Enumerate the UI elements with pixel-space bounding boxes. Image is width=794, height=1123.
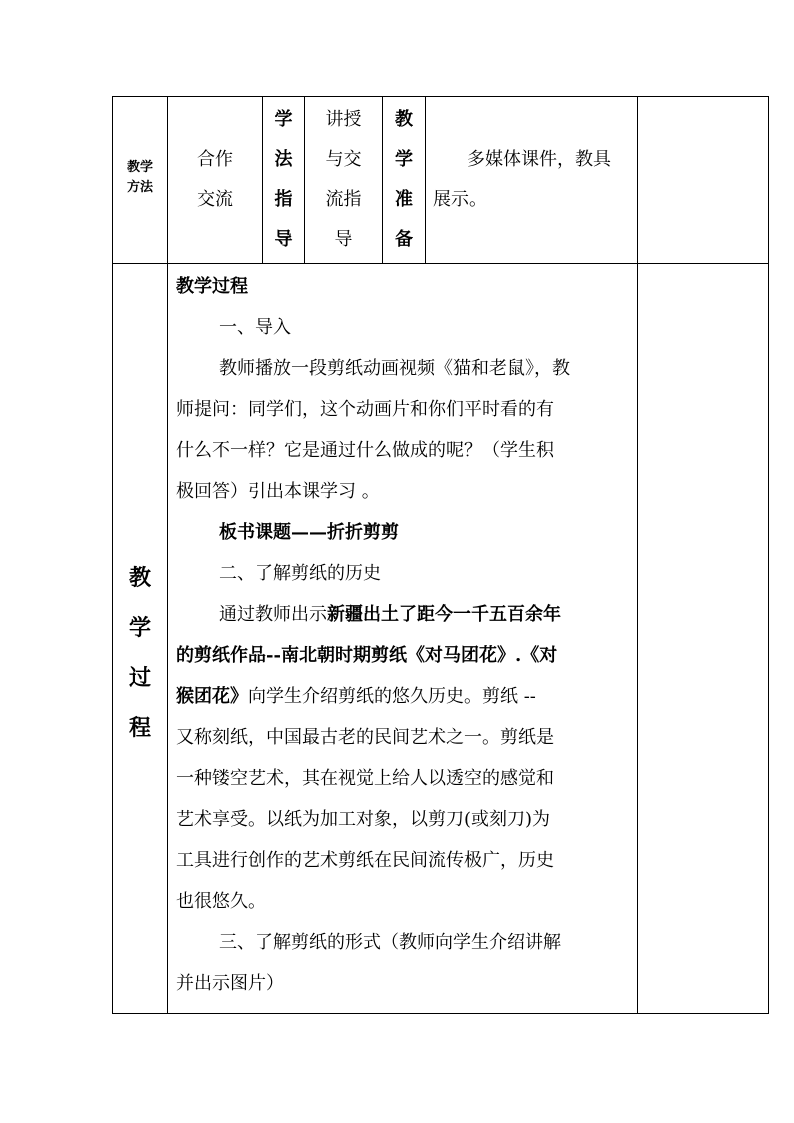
para2-line: 也很悠久。 [176, 891, 266, 912]
guide-value-line: 导 [334, 229, 353, 250]
prep-label-char: 学 [395, 149, 413, 170]
para2-line: 工具进行创作的艺术剪纸在民间流传极广，历史 [176, 850, 554, 871]
para2-line: 艺术享受。以纸为加工对象，以剪刀(或刻刀)为 [176, 809, 551, 830]
section-heading-intro: 一、导入 [219, 317, 291, 338]
teaching-prep-label [383, 100, 425, 260]
prep-label-char: 教 [395, 109, 413, 130]
teaching-method-label: 教学 方法 [126, 160, 153, 195]
teaching-process-side-label [113, 553, 167, 753]
side-label-char: 学 [128, 615, 151, 641]
table-top-border [112, 96, 769, 97]
side-label-char: 程 [128, 715, 151, 741]
guide-value-line: 流指 [325, 189, 362, 210]
teaching-process-content [176, 266, 630, 1004]
section-heading-history: 二、了解剪纸的历史 [219, 563, 381, 584]
side-label-char: 过 [128, 665, 151, 691]
table-col-divider-5 [425, 96, 426, 264]
guide-label-char: 导 [274, 229, 293, 250]
prep-label-char: 备 [395, 229, 413, 250]
para2-line3-rest: 向学生介绍剪纸的悠久历史。剪纸 -- [248, 686, 536, 707]
section-heading-forms: 三、了解剪纸的形式（教师向学生介绍讲解 [219, 932, 561, 953]
teaching-prep-value [433, 140, 633, 220]
process-title: 教学过程 [176, 276, 248, 297]
para2-line1-prefix: 通过教师出示 [219, 604, 327, 625]
guide-value-line: 与交 [325, 149, 362, 170]
section3-line: 并出示图片） [176, 973, 284, 994]
method-value-line-2: 交流 [197, 189, 233, 210]
study-guide-label [263, 100, 304, 260]
para2-line1-bold: 新疆出土了距今一千五百余年 [327, 604, 561, 625]
study-guide-value [305, 100, 382, 260]
method-value-line-1: 合作 [197, 149, 233, 170]
para1-line: 什么不一样？它是通过什么做成的呢？（学生积 [176, 440, 554, 461]
guide-label-char: 指 [274, 189, 293, 210]
guide-value-line: 讲授 [325, 109, 362, 130]
teaching-method-value [168, 140, 262, 220]
table-col-divider-6 [637, 96, 638, 1014]
para2-line: 又称刻纸，中国最古老的民间艺术之一。剪纸是 [176, 727, 554, 748]
board-title: 板书课题——折折剪剪 [219, 522, 399, 543]
table-col-divider-1 [167, 96, 168, 1014]
table-bottom-border [112, 1013, 769, 1014]
table-row-divider [112, 263, 769, 264]
prep-value-line-1: 多媒体课件，教具 [467, 149, 611, 170]
guide-label-char: 学 [274, 109, 293, 130]
para1-line: 师提问：同学们，这个动画片和你们平时看的有 [176, 399, 554, 420]
prep-value-line-2: 展示。 [433, 189, 487, 210]
para2-line-3 [176, 676, 630, 717]
para2-line3-bold: 猴团花》 [176, 686, 248, 707]
para2-line-2: 的剪纸作品--南北朝时期剪纸《对马团花》.《对 [176, 645, 558, 666]
prep-label-char: 准 [395, 189, 413, 210]
table-right-border [768, 96, 769, 1014]
side-label-char: 教 [128, 565, 151, 591]
para2-line-1 [176, 594, 630, 635]
guide-label-char: 法 [274, 149, 293, 170]
para1-line: 教师播放一段剪纸动画视频《猫和老鼠》，教 [219, 358, 570, 379]
para2-line: 一种镂空艺术，其在视觉上给人以透空的感觉和 [176, 768, 554, 789]
para1-line: 极回答）引出本课学习 。 [176, 481, 380, 502]
